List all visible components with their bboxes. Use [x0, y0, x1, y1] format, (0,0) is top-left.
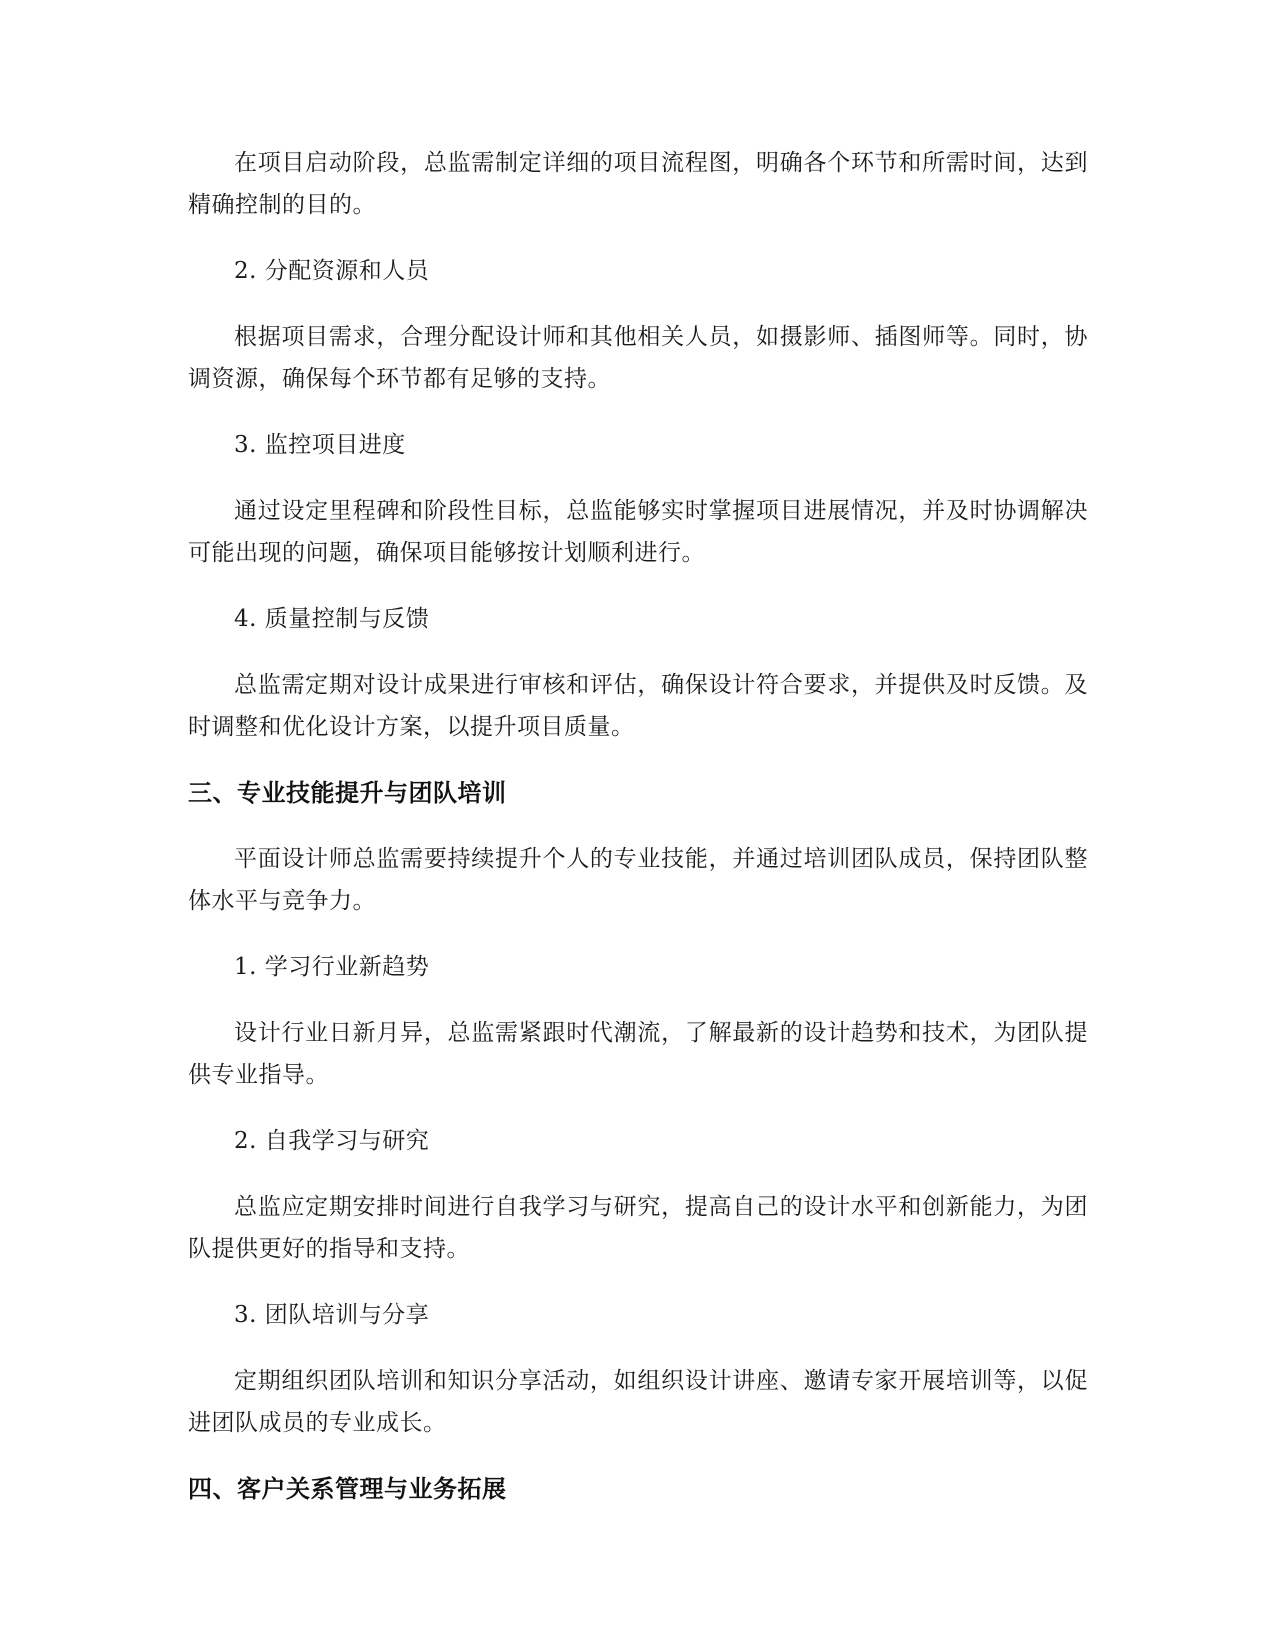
paragraph-self-learning: 总监应定期安排时间进行自我学习与研究，提高自己的设计水平和创新能力，为团队提供更好的指导和支持。: [188, 1194, 1088, 1262]
section-heading-client-relations: 四、客户关系管理与业务拓展: [188, 1475, 507, 1503]
paragraph-project-flowchart: 在项目启动阶段，总监需制定详细的项目流程图，明确各个环节和所需时间，达到精确控制的目的。: [188, 150, 1088, 218]
list-item-quality-control: 4. 质量控制与反馈: [234, 606, 430, 632]
paragraph-team-training: 定期组织团队培训和知识分享活动，如组织设计讲座、邀请专家开展培训等，以促进团队成员的专业成长。: [188, 1368, 1088, 1436]
paragraph-monitor-progress: 通过设定里程碑和阶段性目标，总监能够实时掌握项目进展情况，并及时协调解决可能出现的问题，确保项目能够按计划顺利进行。: [188, 498, 1088, 566]
list-item-industry-trends: 1. 学习行业新趋势: [234, 954, 430, 980]
section-heading-skills-training: 三、专业技能提升与团队培训: [188, 779, 507, 807]
list-item-monitor-progress: 3. 监控项目进度: [234, 432, 406, 458]
paragraph-industry-trends: 设计行业日新月异，总监需紧跟时代潮流，了解最新的设计趋势和技术，为团队提供专业指导。: [188, 1020, 1088, 1088]
paragraph-skills-intro: 平面设计师总监需要持续提升个人的专业技能，并通过培训团队成员，保持团队整体水平与竞争力。: [188, 846, 1088, 914]
list-item-self-learning: 2. 自我学习与研究: [234, 1128, 430, 1154]
paragraph-quality-control: 总监需定期对设计成果进行审核和评估，确保设计符合要求，并提供及时反馈。及时调整和优化设计方案，以提升项目质量。: [188, 672, 1088, 740]
paragraph-allocate-resources: 根据项目需求，合理分配设计师和其他相关人员，如摄影师、插图师等。同时，协调资源，确保每个环节都有足够的支持。: [188, 324, 1088, 392]
list-item-allocate-resources: 2. 分配资源和人员: [234, 258, 430, 284]
document-body: [188, 142, 1088, 1534]
list-item-team-training: 3. 团队培训与分享: [234, 1302, 430, 1328]
